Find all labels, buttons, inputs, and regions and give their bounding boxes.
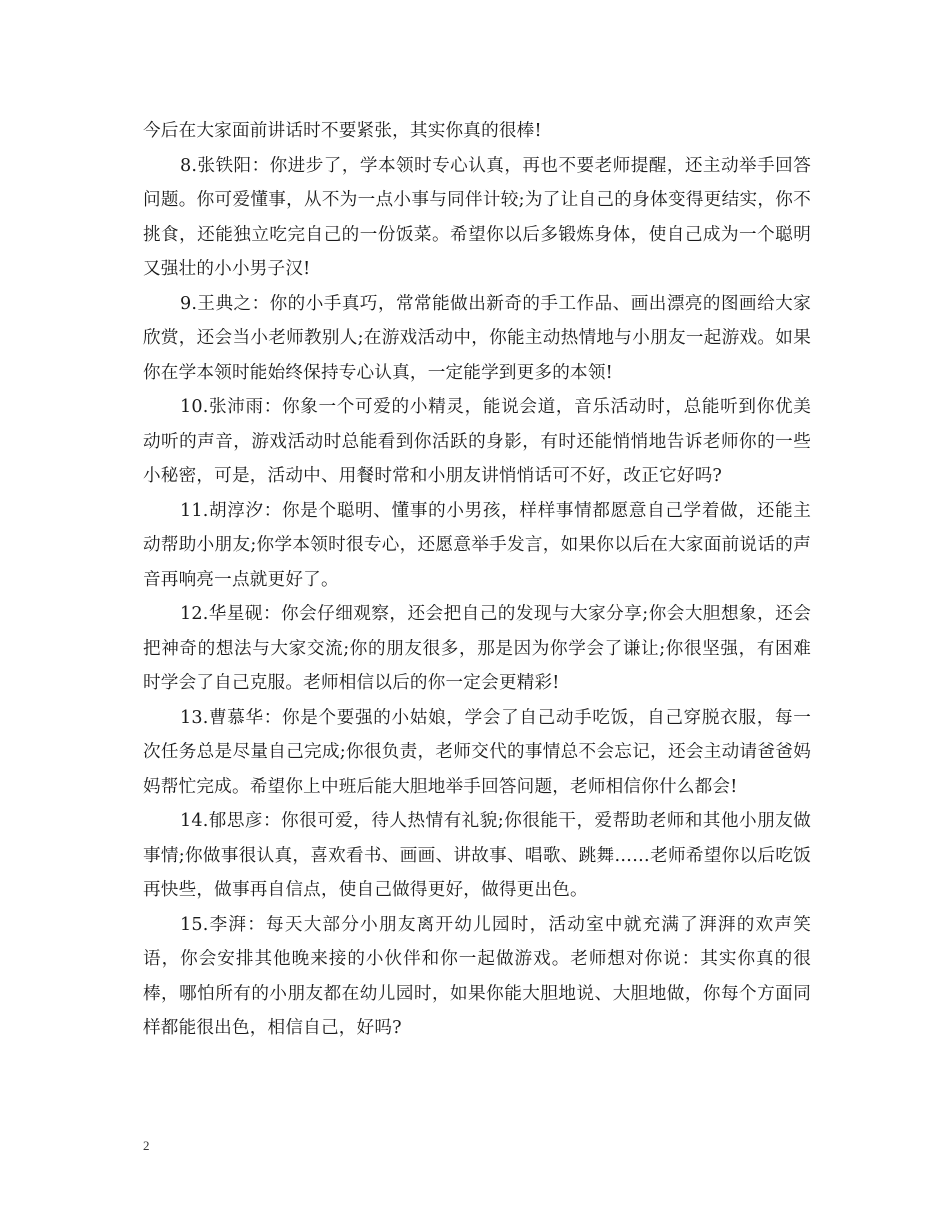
page-number: 2: [143, 1138, 150, 1153]
paragraph-item-12: 12.华星砚：你会仔细观察，还会把自己的发现与大家分享;你会大胆想象，还会把神奇的想法与大家交流;你的朋友很多，那是因为你学会了谦让;你很坚强，有困难时学会了自己克服。老师相信以后的你一定会更精彩!: [143, 604, 811, 693]
paragraph-item-13: 13.曹慕华：你是个要强的小姑娘，学会了自己动手吃饭，自己穿脱衣服，每一次任务总是尽量自己完成;你很负责，老师交代的事情总不会忘记，还会主动请爸爸妈妈帮忙完成。希望你上中班后能大胆地举手回答问题，老师相信你什么都会!: [143, 707, 811, 797]
paragraph-item-9: 9.王典之：你的小手真巧，常常能做出新奇的手工作品、画出漂亮的图画给大家欣赏，还会当小老师教别人;在游戏活动中，你能主动热情地与小朋友一起游戏。如果你在学本领时能始终保持专心认真，一定能学到更多的本领!: [143, 293, 811, 383]
paragraph-continuation: 今后在大家面前讲话时不要紧张，其实你真的很棒!: [143, 121, 542, 141]
paragraph-item-11: 11.胡淳汐：你是个聪明、懂事的小男孩，样样事情都愿意自己学着做，还能主动帮助小朋友;你学本领时很专心，还愿意举手发言，如果你以后在大家面前说话的声音再响亮一点就更好了。: [143, 500, 811, 590]
paragraph-item-15: 15.李湃：每天大部分小朋友离开幼儿园时，活动室中就充满了湃湃的欢声笑语，你会安排其他晚来接的小伙伴和你一起做游戏。老师想对你说：其实你真的很棒，哪怕所有的小朋友都在幼儿园时，如果你能大胆地说、大胆地做，你每个方面同样都能很出色，相信自己，好吗?: [143, 914, 811, 1038]
document-body: [143, 114, 811, 1046]
paragraph-item-8: 8.张铁阳：你进步了，学本领时专心认真，再也不要老师提醒，还主动举手回答问题。你可爱懂事，从不为一点小事与同伴计较;为了让自己的身体变得更结实，你不挑食，还能独立吃完自己的一份饭菜。希望你以后多锻炼身体，使自己成为一个聪明又强壮的小小男子汉!: [143, 155, 811, 279]
paragraph-item-14: 14.郁思彦：你很可爱，待人热情有礼貌;你很能干，爱帮助老师和其他小朋友做事情;你做事很认真，喜欢看书、画画、讲故事、唱歌、跳舞……老师希望你以后吃饭再快些，做事再自信点，使自己做得更好，做得更出色。: [143, 811, 811, 900]
paragraph-item-10: 10.张沛雨：你象一个可爱的小精灵，能说会道，音乐活动时，总能听到你优美动听的声音，游戏活动时总能看到你活跃的身影，有时还能悄悄地告诉老师你的一些小秘密，可是，活动中、用餐时常和小朋友讲悄悄话可不好，改正它好吗?: [143, 397, 811, 486]
